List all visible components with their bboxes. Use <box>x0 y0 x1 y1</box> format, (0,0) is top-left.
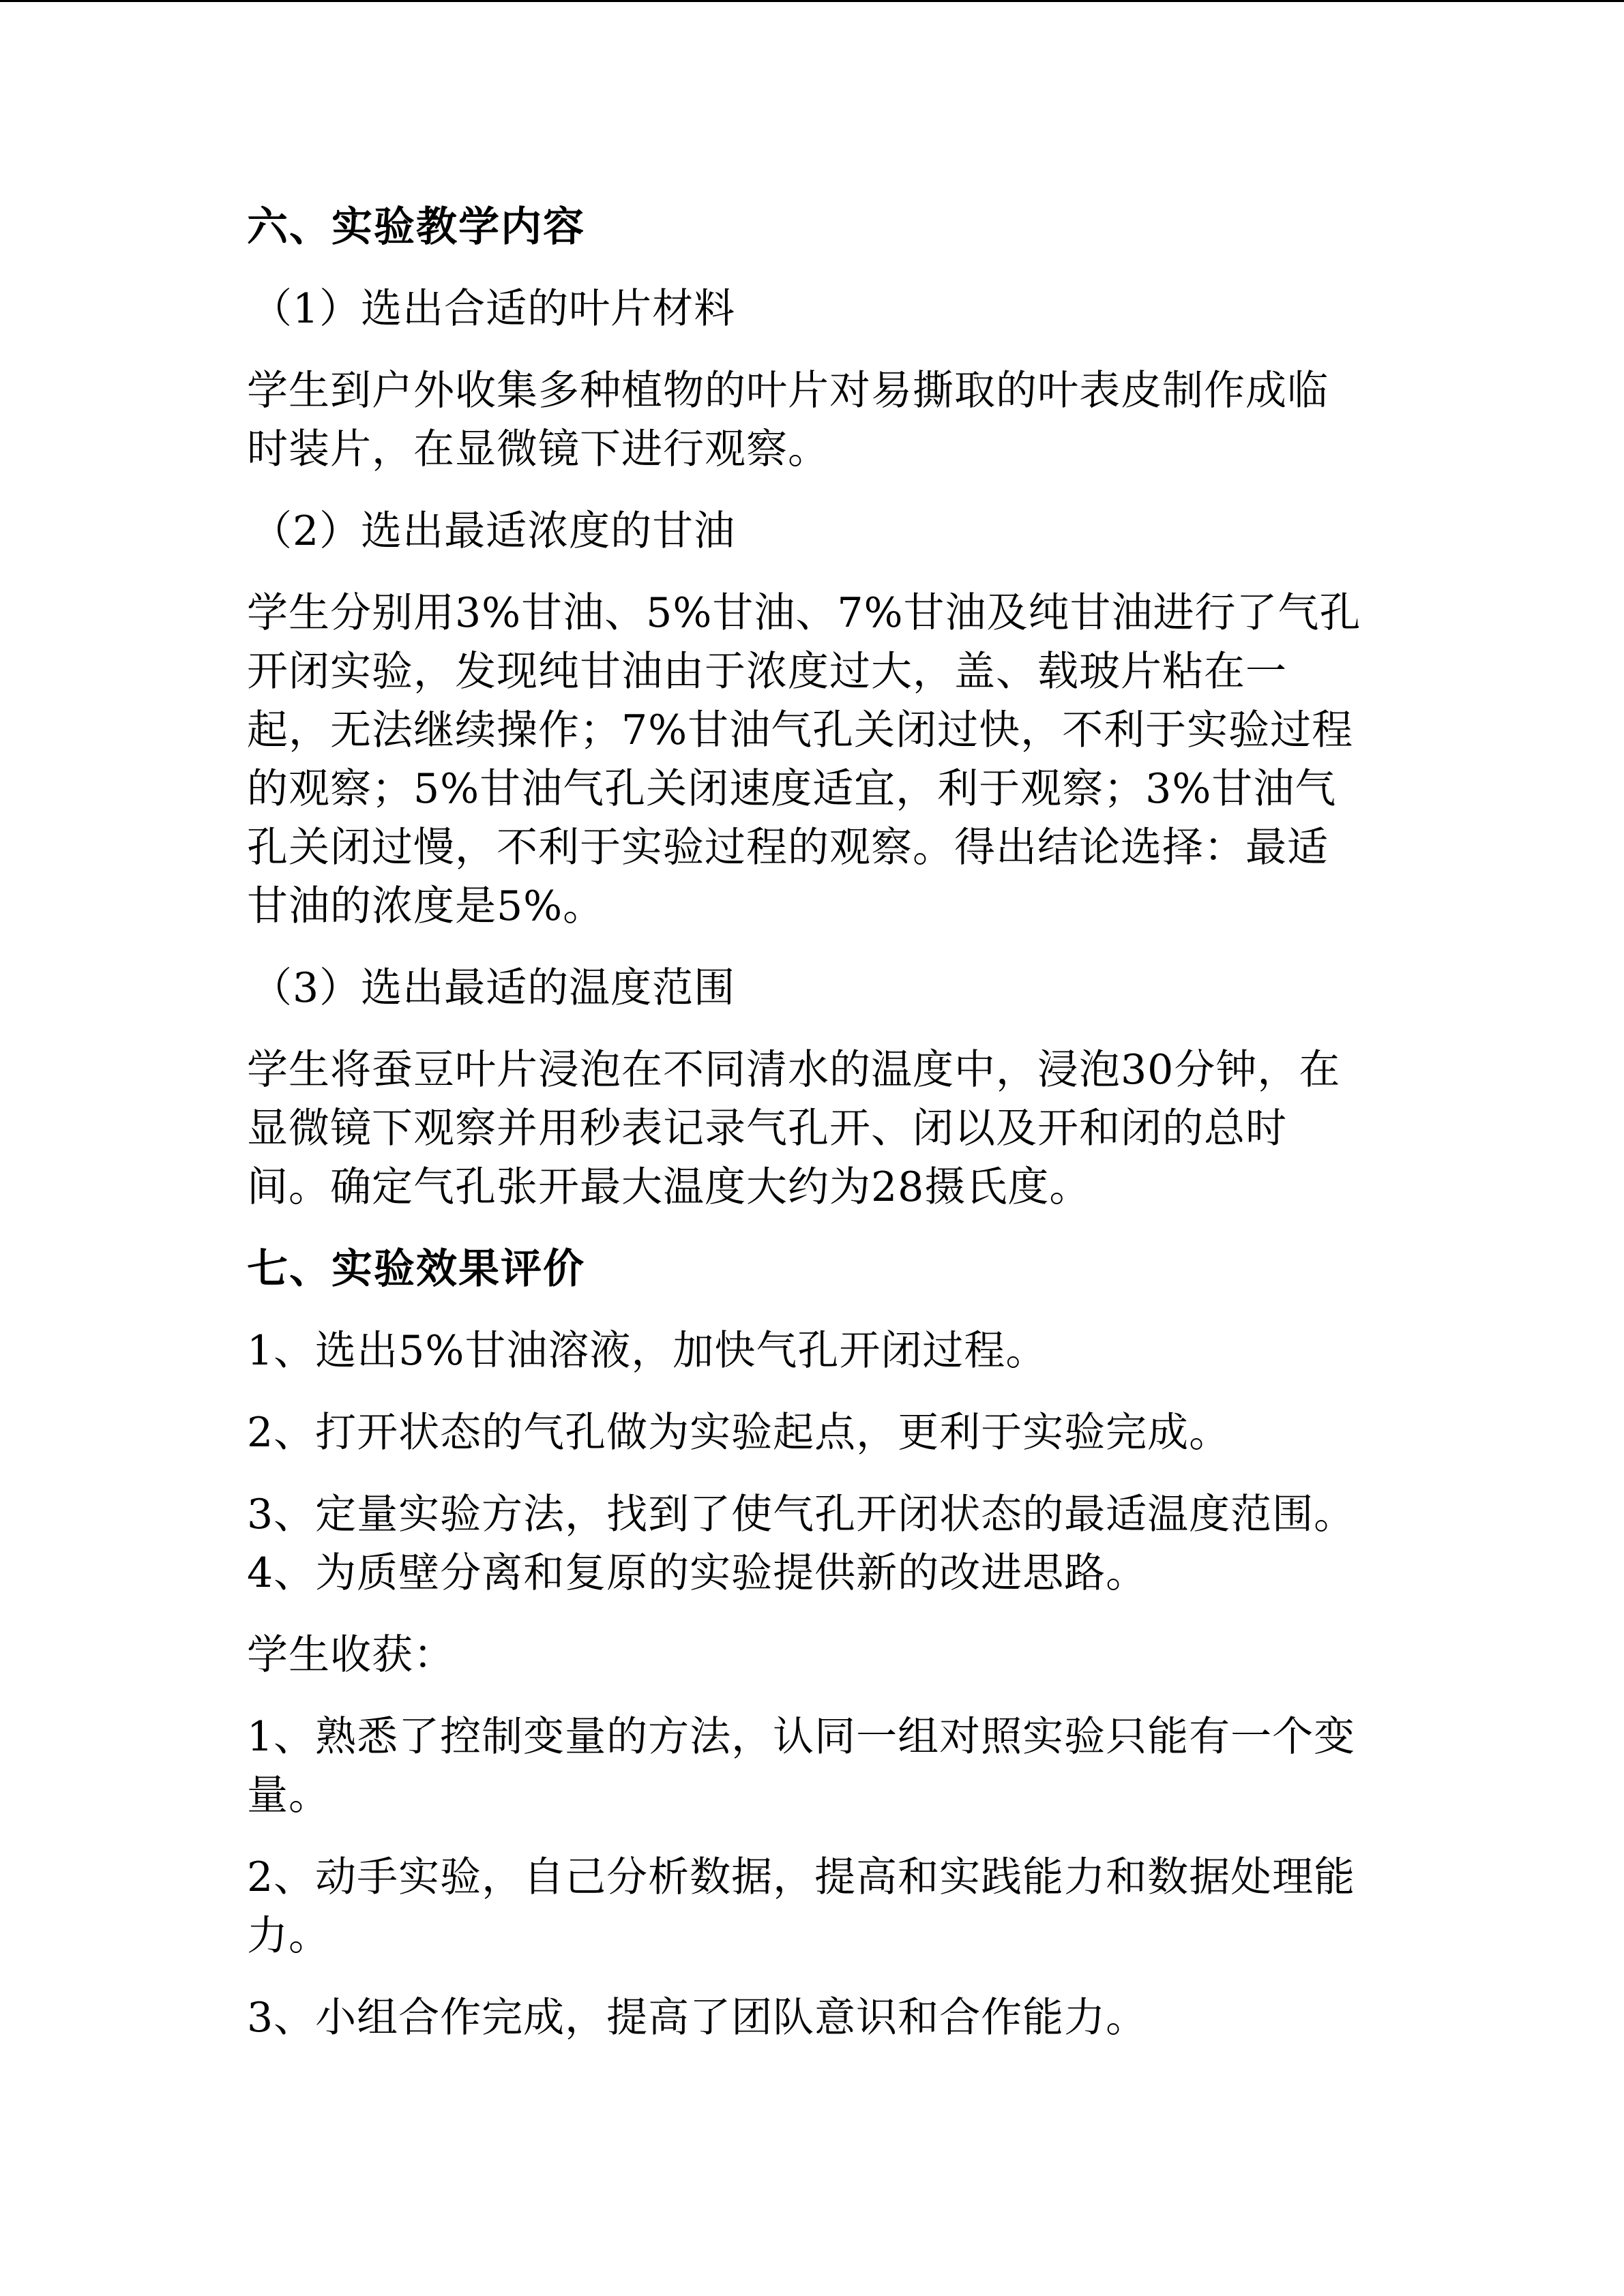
evaluation-point-1: 1、选出5%甘油溶液，加快气孔开闭过程。 <box>247 1327 1048 1375</box>
subsection-2-heading: （2）选出最适浓度的甘油 <box>251 507 736 555</box>
student-gain-2: 2、动手实验，自己分析数据，提高和实践能力和数据处理能力。 <box>247 1853 1356 1960</box>
student-gain-3: 3、小组合作完成，提高了团队意识和合作能力。 <box>247 1994 1148 2042</box>
subsection-1-body: 学生到户外收集多种植物的叶片对易撕取的叶表皮制作成临时装片，在显微镜下进行观察。 <box>247 367 1329 473</box>
page-top-border <box>0 0 1624 2</box>
subsection-3-body: 学生将蚕豆叶片浸泡在不同清水的温度中，浸泡30分钟，在显微镜下观察并用秒表记录气孔开、闭以及开和闭的总时间。确定气孔张开最大温度大约为28摄氏度。 <box>247 1046 1341 1211</box>
student-gains-label: 学生收获： <box>247 1631 455 1679</box>
evaluation-point-2: 2、打开状态的气孔做为实验起点，更利于实验完成。 <box>247 1409 1231 1457</box>
subsection-1-heading: （1）选出合适的叶片材料 <box>251 285 736 333</box>
subsection-3-heading: （3）选出最适的温度范围 <box>251 964 736 1012</box>
document-page <box>247 198 1365 2070</box>
student-gain-1: 1、熟悉了控制变量的方法，认同一组对照实验只能有一个变量。 <box>247 1713 1356 1819</box>
evaluation-point-3-4: 3、定量实验方法，找到了使气孔开闭状态的最适温度范围。4、为质壁分离和复原的实验提供新的改进思路。 <box>247 1491 1356 1597</box>
section-6-heading: 六、实验教学内容 <box>247 203 585 251</box>
subsection-2-body: 学生分别用3%甘油、5%甘油、7%甘油及纯甘油进行了气孔开闭实验，发现纯甘油由于浓度过大，盖、载玻片粘在一起，无法继续操作；7%甘油气孔关闭过快，不利于实验过程的观察；5%甘油气孔关闭速度适宜，利于观察；3%甘油气孔关闭过慢，不利于实验过程的观察。得出结论选择：最适甘油的浓度是5%。 <box>247 589 1361 930</box>
section-7-heading: 七、实验效果评价 <box>247 1245 585 1293</box>
